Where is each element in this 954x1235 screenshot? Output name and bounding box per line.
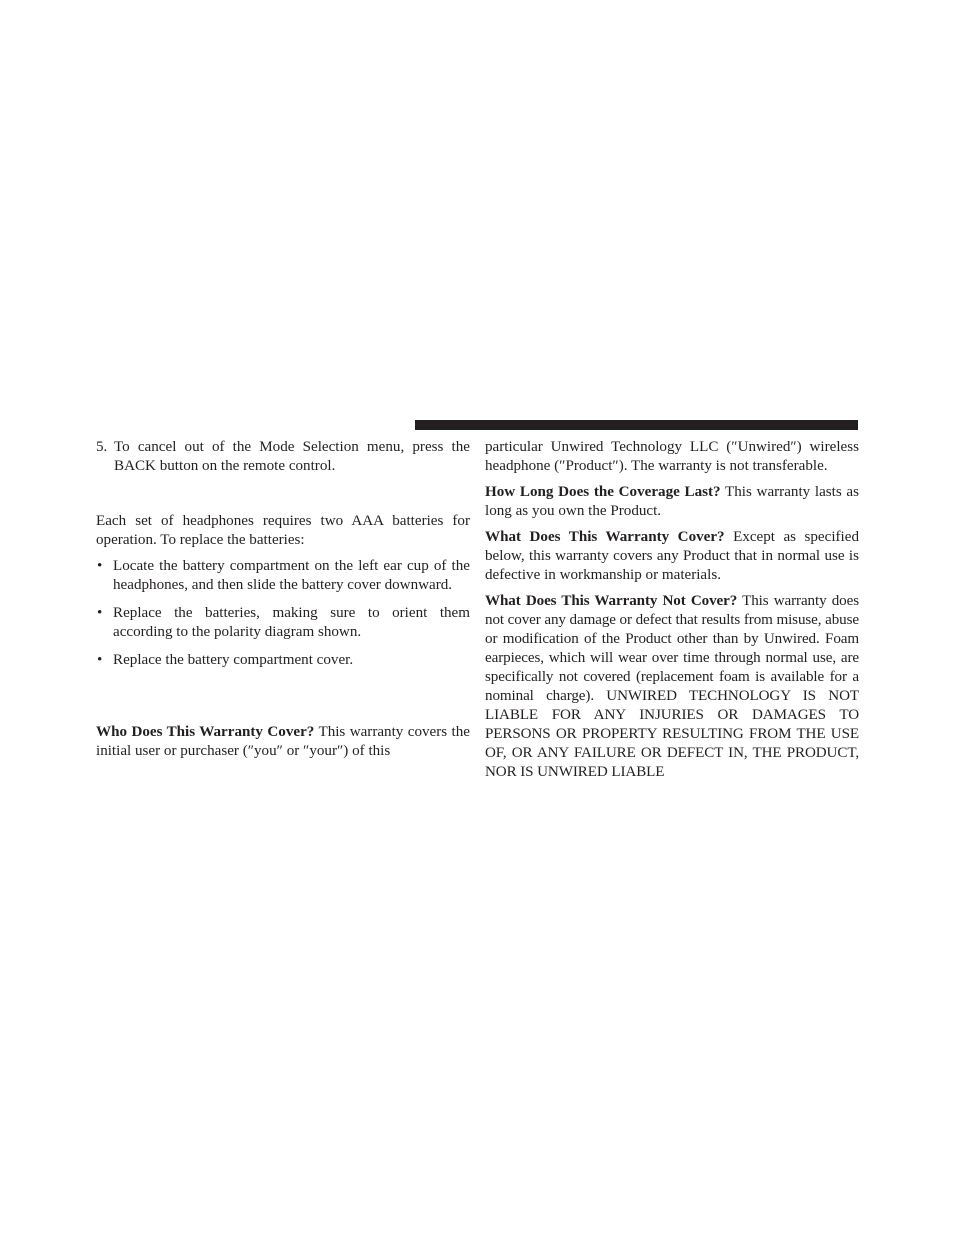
continuation-paragraph: particular Unwired Technology LLC (″Unwired″) wireless headphone (″Product″). The warranty is not transferable. bbox=[485, 439, 859, 474]
list-item-text: Replace the batteries, making sure to orient them according to the polarity diagram shown. bbox=[113, 605, 470, 640]
section-header-rule bbox=[415, 420, 858, 430]
bullet-icon: • bbox=[97, 652, 103, 668]
list-item-text: Replace the battery compartment cover. bbox=[113, 652, 354, 668]
coverage-last-text: This warranty lasts as long as you own the Product. bbox=[485, 484, 859, 519]
what-not-covers-heading: What Does This Warranty Not Cover? bbox=[485, 593, 738, 609]
who-covered-heading: Who Does This Warranty Cover? bbox=[96, 724, 315, 740]
bullet-icon: • bbox=[97, 605, 103, 621]
coverage-last-heading: How Long Does the Coverage Last? bbox=[485, 484, 721, 500]
what-covers-paragraph bbox=[485, 528, 859, 585]
coverage-last-paragraph bbox=[485, 483, 859, 521]
who-covered-text: This warranty covers the initial user or purchaser (″you″ or ″your″) of this bbox=[96, 724, 470, 759]
list-item bbox=[96, 604, 470, 642]
what-covers-heading: What Does This Warranty Cover? bbox=[485, 529, 725, 545]
what-not-covers-paragraph bbox=[485, 592, 859, 782]
left-column bbox=[96, 438, 470, 761]
bullet-icon: • bbox=[97, 558, 103, 574]
list-item bbox=[96, 557, 470, 595]
step-text: To cancel out of the Mode Selection menu, press the BACK button on the remote control. bbox=[114, 439, 470, 474]
step-5 bbox=[96, 438, 470, 476]
who-covered-paragraph bbox=[96, 723, 470, 761]
what-covers-text: Except as specified below, this warranty covers any Product that in normal use is defective in workmanship or materials. bbox=[485, 529, 859, 583]
battery-steps-list bbox=[96, 557, 470, 670]
batteries-intro: Each set of headphones requires two AAA batteries for operation. To replace the batteries: bbox=[96, 513, 470, 548]
list-item bbox=[96, 651, 470, 670]
what-not-covers-text: This warranty does not cover any damage or defect that results from misuse, abuse or modification of the Product other than by Unwired. Foam earpieces, which will wear over time through normal use, are specifically not covered (replacement foam is available for a nominal charge). UNWIRED TECHNOLOGY IS NOT LIABLE FOR ANY INJURIES OR DAMAGES TO PERSONS OR PROPERTY RESULTING FROM THE USE OF, OR ANY FAILURE OR DEFECT IN, THE PRODUCT, NOR IS UNWIRED LIABLE bbox=[485, 593, 859, 780]
list-item-text: Locate the battery compartment on the left ear cup of the headphones, and then slide the battery cover downward. bbox=[113, 558, 470, 593]
step-number: 5. bbox=[96, 439, 108, 455]
right-column bbox=[485, 438, 859, 789]
